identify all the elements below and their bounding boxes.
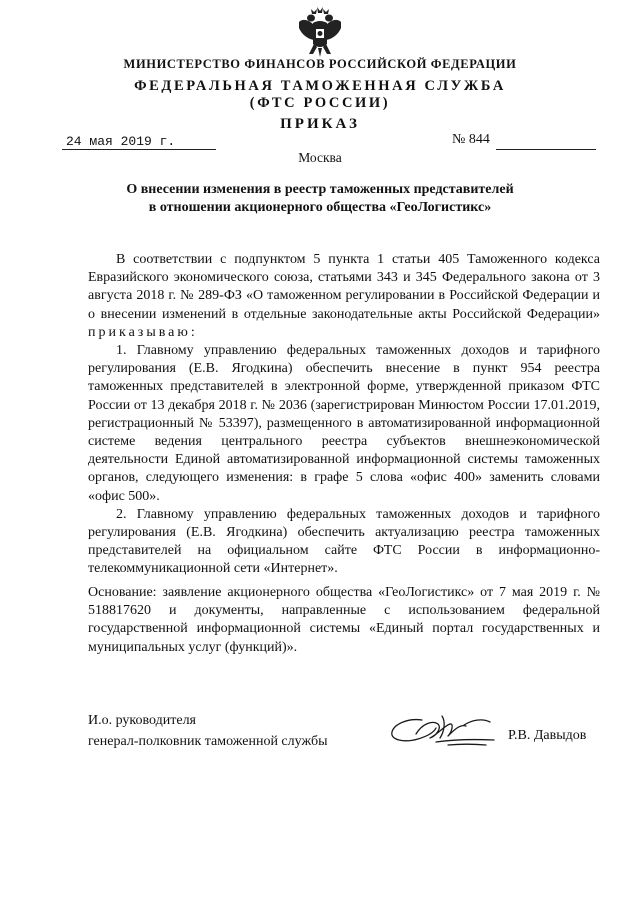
order-date: 24 мая 2019 г. [66,134,176,149]
basis-paragraph: Основание: заявление акционерного общества «ГеоЛогистикс» от 7 мая 2019 г. № 518817620 и документы, направленные с использованием федеральной государственной информационной системы «Единый портал государственных и муниципальных услуг (функций)». [88,585,600,655]
double-headed-eagle-icon [297,6,343,58]
order-item-1: 1. Главному управлению федеральных таможенных доходов и тарифного регулирования (Е.В. Ягодкина) обеспечить внесение в пункт 954 реестра таможенных представителей в электронной форме, утвержденной приказом ФТС России от 13 декабря 2018 г. № 2036 (зарегистрирован Минюстом России 17.01.2019, регистрационный № 53397), размещенного в автоматизированной информационной системе ведения центрального реестра субъектов внешнеэкономической деятельности Единой автоматизированной информационной системы таможенных органов, следующего изменения: в графе 5 слова «офис 400» заменить словами «офис 500». [88,343,600,504]
preamble-text: В соответствии с подпунктом 5 пункта 1 статьи 405 Таможенного кодекса Евразийского экономического союза, статьями 343 и 345 Федерального закона от 3 августа 2018 г. № 289-ФЗ «О таможенном регулировании в Российской Федерации и о внесении изменений в отдельные законодательные акты Российской Федерации» [88,252,600,322]
title-line-2: в отношении акционерного общества «ГеоЛогистикс» [148,200,492,215]
handwritten-signature-icon [386,712,498,752]
ministry-name: МИНИСТЕРСТВО ФИНАНСОВ РОССИЙСКОЙ ФЕДЕРАЦИИ [123,57,517,71]
signatory-position [88,710,327,752]
document-title [0,181,640,217]
order-word: приказываю: [88,324,198,340]
order-item-2: 2. Главному управлению федеральных таможенных доходов и тарифного регулирования (Е.В. Ягодкина) обеспечить актуализацию реестра таможенных представителей на официальном сайте ФТС России в информационно-телекоммуникационной сети «Интернет». [88,506,600,577]
order-number: № 844 [452,132,490,147]
preamble-paragraph [88,251,600,342]
service-name: ФЕДЕРАЛЬНАЯ ТАМОЖЕННАЯ СЛУЖБА [134,78,506,94]
city: Москва [298,150,342,165]
document-type: ПРИКАЗ [280,116,360,132]
title-line-1: О внесении изменения в реестр таможенных представителей [126,182,514,197]
basis-section [88,584,600,657]
document-body [88,251,600,579]
signatory-name: Р.В. Давыдов [508,728,587,743]
service-short-name: (ФТС РОССИИ) [249,95,391,111]
signatory-position-line-1: И.о. руководителя [88,713,197,728]
signatory-position-line-2: генерал-полковник таможенной службы [88,734,328,749]
